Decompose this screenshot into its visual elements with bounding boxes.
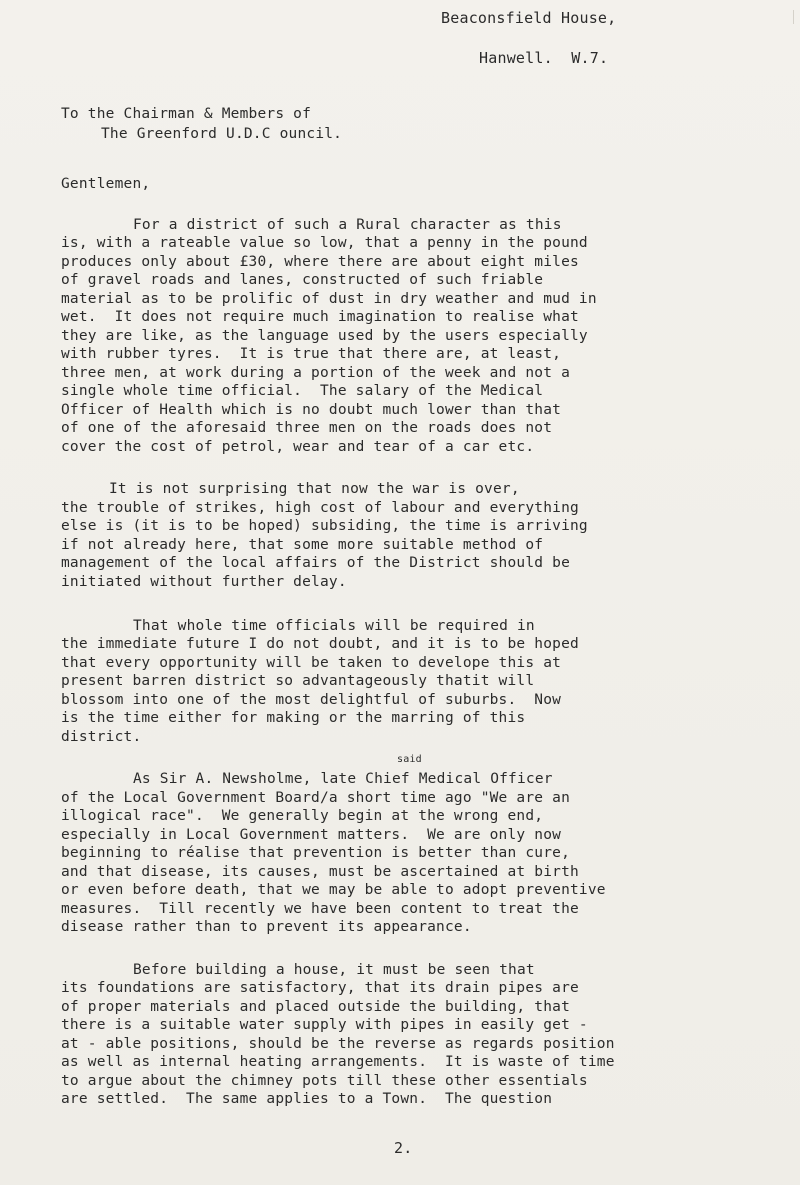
paragraph-line: at - able positions, should be the reverse as regards position <box>61 1035 615 1052</box>
paragraph-line: It is not surprising that now the war is over, <box>109 481 520 498</box>
paragraph-line: of proper materials and placed outside the building, that <box>61 998 570 1015</box>
paragraph-line: blossom into one of the most delightful of suburbs. Now <box>61 691 562 708</box>
paragraph-line: management of the local affairs of the District should be <box>61 555 570 572</box>
address-line-1: Beaconsfield House, <box>441 9 617 27</box>
punch-mark <box>793 10 800 24</box>
paragraph-line: if not already here, that some more suitable method of <box>61 536 544 553</box>
paragraph-line: especially in Local Government matters. We are only now <box>61 826 562 843</box>
paragraph-line: with rubber tyres. It is true that there are, at least, <box>61 346 562 363</box>
interlinear-insertion: said <box>397 753 422 765</box>
paragraph-line: the immediate future I do not doubt, and it is to be hoped <box>61 636 579 653</box>
paragraph-line: to argue about the chimney pots till these other essentials <box>61 1072 588 1089</box>
paragraph-line: of the Local Government Board/a short time ago "We are an <box>61 789 570 806</box>
paragraph-line: as well as internal heating arrangements. It is waste of time <box>61 1054 615 1071</box>
paragraph-line: are settled. The same applies to a Town. The question <box>61 1091 553 1107</box>
paragraph-line: and that disease, its causes, must be ascertained at birth <box>61 863 579 880</box>
paragraph-line: Officer of Health which is no doubt much lower than that <box>61 401 562 418</box>
paragraph-line: That whole time officials will be required in <box>133 617 535 634</box>
addressee-line-1: To the Chairman & Members of <box>61 106 312 122</box>
paragraph-line: produces only about £30, where there are about eight miles <box>61 253 579 270</box>
paragraph-line: For a district of such a Rural character as this <box>133 217 562 233</box>
paragraph-line: there is a suitable water supply with pipes in easily get - <box>61 1017 588 1034</box>
addressee-line-2: The Greenford U.D.C ouncil. <box>101 126 343 142</box>
paragraph-line: is the time either for making or the marring of this <box>61 710 526 727</box>
paragraph-line: cover the cost of petrol, wear and tear of a car etc. <box>61 438 535 455</box>
paragraph-line: of gravel roads and lanes, constructed of such friable <box>61 272 544 289</box>
paragraph-line: else is (it is to be hoped) subsiding, the time is arriving <box>61 518 588 535</box>
paragraph-line: the trouble of strikes, high cost of labour and everything <box>61 499 579 516</box>
paragraph-line: of one of the aforesaid three men on the roads does not <box>61 420 553 437</box>
paragraph-line: beginning to réalise that prevention is better than cure, <box>61 845 570 862</box>
paragraph-line: its foundations are satisfactory, that its drain pipes are <box>61 980 579 997</box>
paragraph-line: is, with a rateable value so low, that a penny in the pound <box>61 235 588 252</box>
paragraph-line: they are like, as the language used by the users especially <box>61 327 588 344</box>
paragraph-line: that every opportunity will be taken to develope this at <box>61 654 562 671</box>
paragraph-line: illogical race". We generally begin at the wrong end, <box>61 808 544 825</box>
paragraph-line: As Sir A. Newsholme, late Chief Medical Officer <box>133 771 553 788</box>
paragraph-line: single whole time official. The salary of the Medical <box>61 383 544 400</box>
paragraph-line: measures. Till recently we have been content to treat the <box>61 900 579 917</box>
address-line-2: Hanwell. W.7. <box>479 49 609 67</box>
paragraph-line: or even before death, that we may be able to adopt preventive <box>61 882 606 899</box>
paragraph-line: district. <box>61 728 142 745</box>
paragraph-line: wet. It does not require much imagination to realise what <box>61 309 579 326</box>
page-number: 2. <box>394 1139 413 1157</box>
paragraph-line: disease rather than to prevent its appearance. <box>61 919 472 936</box>
paragraph-line: Before building a house, it must be seen that <box>133 961 535 978</box>
paragraph-line: initiated without further delay. <box>61 573 347 590</box>
salutation: Gentlemen, <box>61 176 151 192</box>
paragraph-line: present barren district so advantageously thatit will <box>61 673 535 690</box>
paragraph-line: material as to be prolific of dust in dry weather and mud in <box>61 290 597 307</box>
paragraph-line: three men, at work during a portion of the week and not a <box>61 364 570 381</box>
